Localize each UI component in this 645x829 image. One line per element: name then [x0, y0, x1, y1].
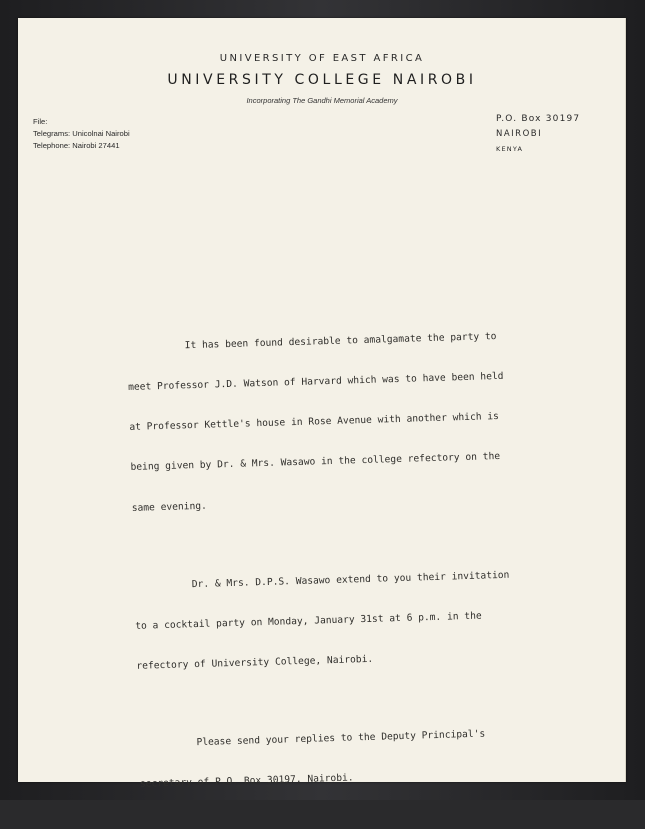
body-line: secretary of P.O. Box 30197, Nairobi.	[139, 772, 354, 791]
telegrams-line: Telegrams: Unicolnai Nairobi	[33, 129, 130, 138]
city: NAIROBI	[496, 129, 543, 139]
body-line: same evening.	[131, 500, 207, 514]
body-line: Dr. & Mrs. D.P.S. Wasawo extend to you their invitation	[133, 569, 510, 592]
letter-page	[18, 18, 626, 791]
body-line: Please send your replies to the Deputy Principal's	[138, 728, 486, 750]
country: KENYA	[496, 145, 524, 153]
letterhead-address-right	[496, 112, 580, 157]
body-line: being given by Dr. & Mrs. Wasawo in the college refectory on the	[130, 451, 501, 474]
po-box: P.O. Box 30197	[496, 114, 581, 124]
telephone-line: Telephone: Nairobi 27441	[33, 141, 120, 150]
letterhead-contact-left	[33, 116, 130, 152]
body-line: to a cocktail party on Monday, January 31st at 6 p.m. in the	[135, 610, 482, 632]
body-line: at Professor Kettle's house in Rose Avenue with another which is	[129, 411, 500, 434]
letterhead-incorporating: Incorporating The Gandhi Memorial Academy	[246, 96, 398, 105]
paragraph-3	[138, 698, 581, 818]
letterhead-university: UNIVERSITY OF EAST AFRICA	[219, 53, 425, 64]
letter-body	[126, 301, 581, 829]
paper-edge	[625, 18, 626, 782]
body-line: refectory of University College, Nairobi.	[136, 653, 374, 672]
letterhead-college: UNIVERSITY COLLEGE NAIROBI	[167, 72, 477, 88]
body-line: meet Professor J.D. Watson of Harvard which was to have been held	[128, 370, 504, 393]
paragraph-1	[126, 301, 573, 542]
paragraph-2	[133, 540, 577, 700]
file-label: File:	[33, 117, 48, 126]
body-line: It has been found desirable to amalgamate the party to	[126, 330, 497, 353]
